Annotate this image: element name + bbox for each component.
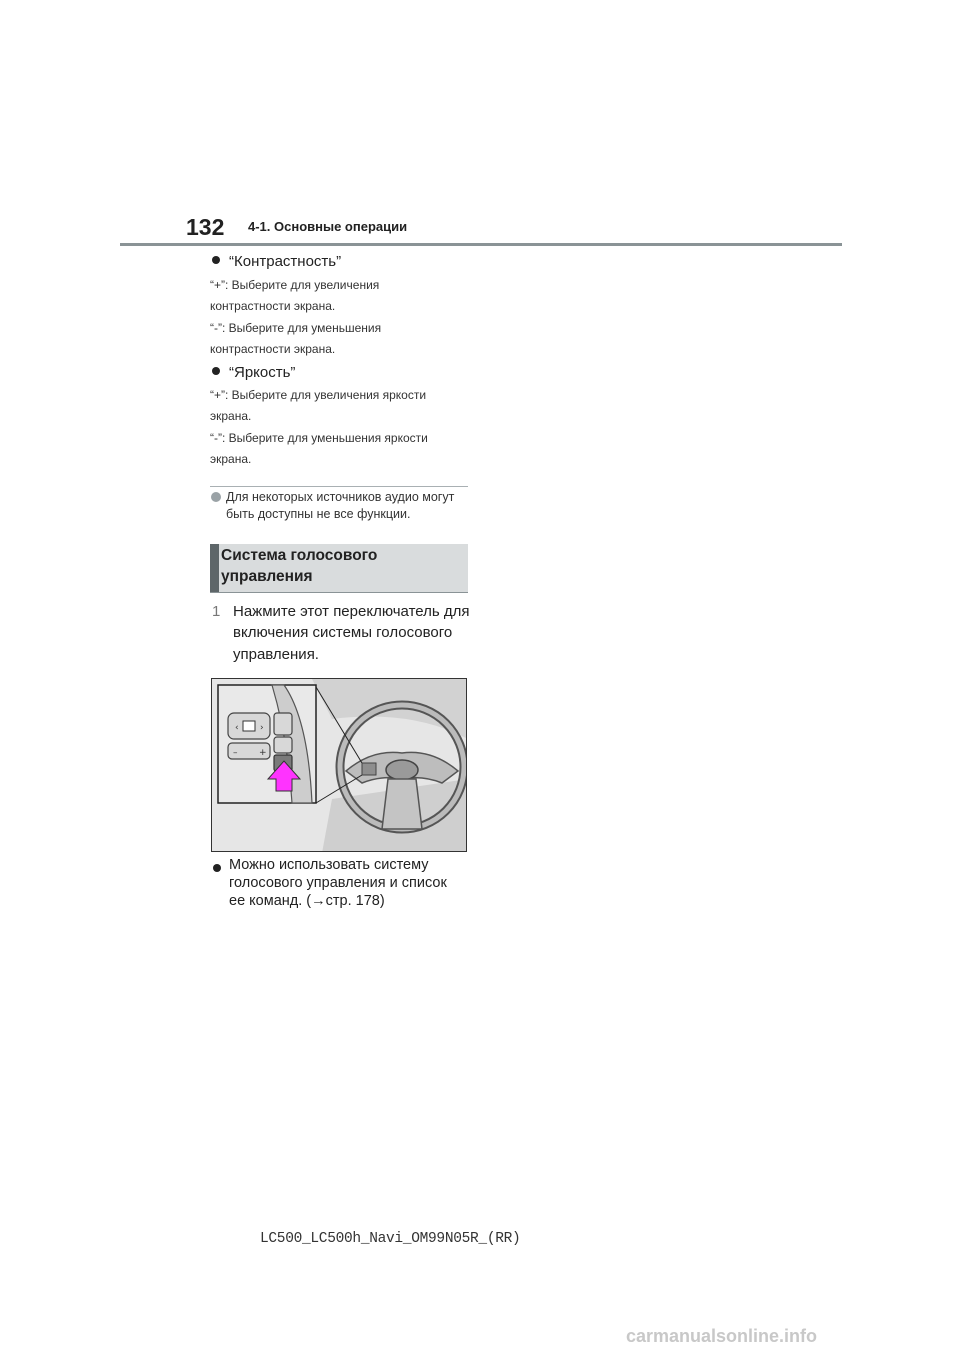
steering-wheel-drawing	[212, 679, 467, 852]
note-rule	[210, 486, 468, 487]
svg-text:–: –	[233, 748, 238, 758]
svg-text:›: ›	[260, 723, 264, 733]
watermark: carmanualsonline.info	[626, 1326, 818, 1346]
step-line: включения системы голосового	[233, 624, 453, 641]
section-title-line: Система голосового	[221, 547, 378, 564]
bullet2-line: ее команд. (→стр. 178)	[229, 893, 385, 909]
description-line: “-”: Выберите для уменьшения яркости	[210, 431, 428, 445]
steering-wheel-illustration	[211, 678, 467, 852]
note-line: быть доступны не все функции.	[226, 507, 411, 521]
section-title-line: управления	[221, 568, 313, 585]
footer-code: LC500_LC500h_Navi_OM99N05R_(RR)	[260, 1231, 521, 1247]
bullet2-dot-icon	[213, 864, 221, 872]
description-line: “+”: Выберите для увеличения яркости	[210, 388, 427, 402]
page-number: 132	[186, 214, 225, 240]
step-number: 1	[212, 603, 221, 620]
description-line: экрана.	[210, 409, 252, 423]
bullet-title-text: “Контрастность”	[229, 253, 342, 270]
description-line: “+”: Выберите для увеличения	[210, 278, 380, 292]
step-line: Нажмите этот переключатель для	[233, 603, 470, 620]
bullet-dot-icon	[212, 367, 220, 375]
description-line: контрастности экрана.	[210, 299, 336, 313]
bullet2-line: голосового управления и список	[229, 875, 447, 891]
section-underline	[210, 592, 468, 593]
section-header: 4-1. Основные операции	[248, 219, 408, 234]
bullet-title-brightness	[212, 364, 295, 381]
note-dot-icon	[211, 492, 221, 502]
note-line: Для некоторых источников аудио могут	[226, 490, 455, 504]
svg-text:‹: ‹	[235, 723, 239, 733]
bullet2-line: Можно использовать систему	[229, 857, 429, 873]
bullet-title-contrast	[212, 253, 341, 270]
description-line: “-”: Выберите для уменьшения	[210, 321, 382, 335]
header-rule	[120, 243, 842, 246]
bullet-title-text: “Яркость”	[229, 364, 296, 381]
section-accent-bar	[210, 544, 219, 592]
switch-zoom-inset	[218, 685, 316, 803]
step-line: управления.	[233, 646, 319, 663]
svg-text:+: +	[259, 748, 267, 758]
bullet-dot-icon	[212, 256, 220, 264]
description-line: контрастности экрана.	[210, 342, 336, 356]
description-line: экрана.	[210, 452, 252, 466]
